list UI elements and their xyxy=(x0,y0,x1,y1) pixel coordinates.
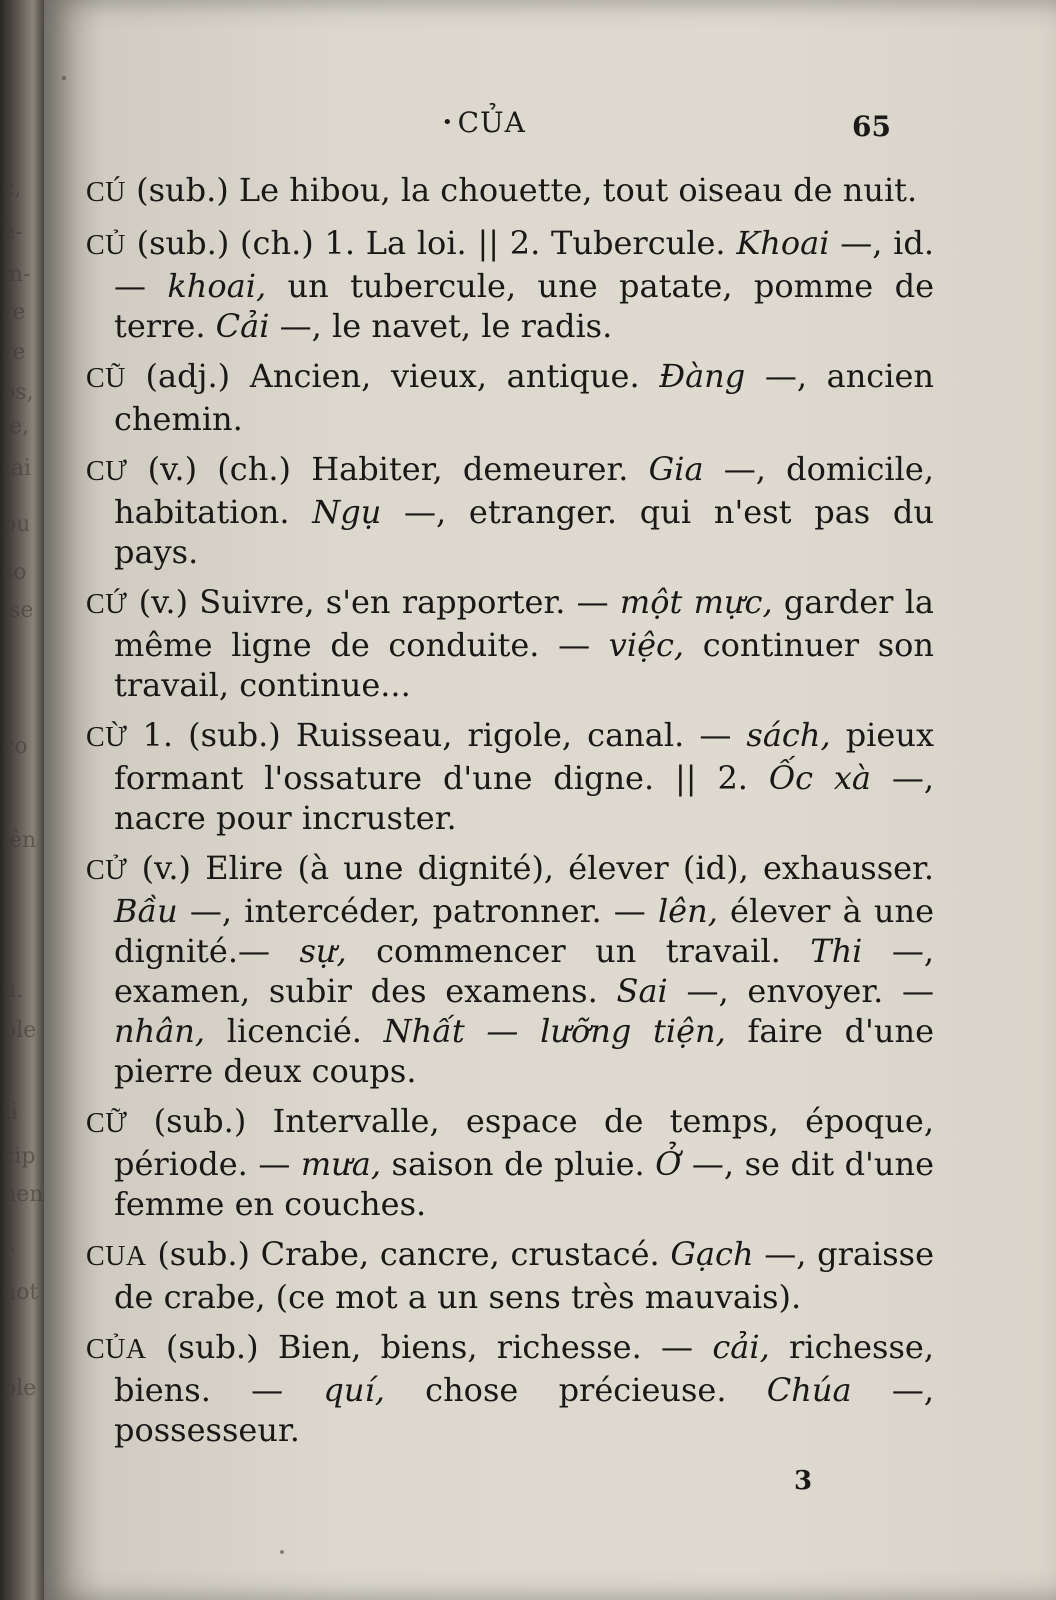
entry-example-term: việc, xyxy=(608,626,685,664)
entry-definition-text: pieux formant l'ossature d'une digne. || 2. xyxy=(114,716,935,797)
entry-definition-text: saison de pluie. xyxy=(381,1145,656,1183)
entry-definition-text: —, id. — xyxy=(114,224,935,305)
entry-headword: CŨ xyxy=(86,363,126,394)
entry-example-term: Ở xyxy=(655,1145,682,1183)
previous-page-fragment: u. xyxy=(2,978,24,1003)
previous-page-fragment: bu xyxy=(2,512,31,537)
entry-example-term: Gạch xyxy=(670,1235,754,1273)
previous-page-fragment: ble xyxy=(2,1018,37,1043)
entry-definition-text: —, domicile, habitation. xyxy=(114,450,935,531)
entry-headword: CỪ xyxy=(86,722,128,753)
entry-example-term: Khoai xyxy=(736,224,830,262)
previous-page-fragment: ê- xyxy=(2,220,23,245)
header-bullet: • xyxy=(442,112,454,133)
entry-definition-text: 1. (sub.) Ruisseau, rigole, canal. — xyxy=(127,716,747,754)
entry-example-term: Đàng xyxy=(659,357,746,395)
header-title xyxy=(442,106,526,139)
entry-headword: CUA xyxy=(86,1241,147,1272)
entry-definition-text: (sub.) Intervalle, espace de temps, époque, période. — xyxy=(114,1102,934,1183)
entry-headword: CỮ xyxy=(86,1108,128,1139)
paper-speck xyxy=(280,1550,284,1554)
previous-page-fragment: i, xyxy=(2,1232,17,1257)
previous-page-fragment: ble xyxy=(2,1376,37,1401)
entry-definition-text: (sub.) Crabe, cancre, crustacé. xyxy=(146,1235,671,1273)
entry-example-term: một mực, xyxy=(619,583,773,621)
entry-definition-text: richesse, biens. — xyxy=(114,1328,934,1409)
entry-definition-text: un tubercule, une patate, pomme de terre. xyxy=(114,267,935,345)
previous-page-fragment: cip xyxy=(2,1144,36,1169)
entry-example-term: lên, xyxy=(657,892,718,930)
entry-example-term: nhân, xyxy=(114,1012,206,1050)
entry-definition-text: (adj.) Ancien, vieux, antique. xyxy=(125,357,660,395)
entry-headword: CỦA xyxy=(86,1334,147,1365)
entry-definition-text: —, graisse de crabe, (ce mot a un sens très mauvais). xyxy=(114,1235,935,1316)
entry-definition-text: (sub.) (ch.) 1. La loi. || 2. Tubercule. xyxy=(125,224,737,262)
entry-example-term: Cải xyxy=(215,307,270,345)
entry-definition-text: —, se dit d'une femme en couches. xyxy=(114,1145,934,1223)
dictionary-entry xyxy=(86,848,934,1091)
entry-definition-text: garder la même ligne de conduite. — xyxy=(114,583,935,664)
dictionary-entry xyxy=(86,170,934,213)
entry-definition-text: —, ancien chemin. xyxy=(114,357,935,438)
entry-definition-text: (v.) Elire (à une dignité), élever (id), exhausser. xyxy=(127,849,934,887)
dictionary-entry xyxy=(86,582,934,705)
entry-definition-text: (v.) Suivre, s'en rapporter. — xyxy=(127,583,620,621)
entry-example-term: Bầu xyxy=(114,892,178,930)
header-word: CỦA xyxy=(457,106,526,139)
dictionary-entry xyxy=(86,356,934,439)
previous-page-fragment: ie, xyxy=(2,414,30,439)
entry-definition-text: —, possesseur. xyxy=(114,1371,935,1449)
previous-page-fragment: ti xyxy=(2,1100,18,1125)
signature-mark: 3 xyxy=(794,1466,813,1496)
entry-example-term: cải, xyxy=(712,1328,770,1366)
entry-definition-text: (v.) (ch.) Habiter, demeurer. xyxy=(127,450,649,488)
entry-definition-text: commencer un travail. xyxy=(346,932,811,970)
paper-speck xyxy=(62,76,66,80)
running-header xyxy=(44,104,1056,148)
entry-example-term: Gia xyxy=(648,450,704,488)
dictionary-entry xyxy=(86,715,934,838)
entry-example-term: Nhất — lưỡng tiện, xyxy=(383,1012,726,1050)
entry-headword: CÚ xyxy=(86,177,126,208)
entry-headword: CƯ xyxy=(86,456,128,487)
entry-definition-text: licencié. xyxy=(205,1012,384,1050)
entry-definition-text: faire d'une pierre deux coups. xyxy=(114,1012,935,1090)
previous-page-fragment: os, xyxy=(2,380,34,405)
entry-definition-text: (sub.) Le hibou, la chouette, tout oiseau de nuit. xyxy=(125,171,918,209)
page-number: 65 xyxy=(852,110,891,143)
previous-page-fragment: co xyxy=(2,734,28,759)
previous-page-fragment: not xyxy=(2,1280,39,1305)
dictionary-entry xyxy=(86,1327,934,1450)
entry-definition-text: —, le navet, le radis. xyxy=(269,307,613,345)
entry-example-term: khoai, xyxy=(167,267,267,305)
previous-page-fragment: c, xyxy=(2,176,22,201)
previous-page-fragment: iên xyxy=(2,828,37,853)
entry-example-term: sách, xyxy=(746,716,831,754)
entry-definition-text: continuer son travail, continue... xyxy=(114,626,935,704)
dictionary-entry xyxy=(86,223,934,346)
entry-definition-text: —, intercéder, patronner. — xyxy=(177,892,658,930)
dictionary-entry xyxy=(86,1234,934,1317)
entry-headword: CỦ xyxy=(86,230,126,261)
entry-definition-text: (sub.) Bien, biens, richesse. — xyxy=(146,1328,713,1366)
previous-page-fragment: re xyxy=(2,300,26,325)
entry-headword: CỬ xyxy=(86,855,128,886)
entry-headword: CỨ xyxy=(86,589,128,620)
entry-example-term: sự, xyxy=(299,932,347,970)
previous-page-fragment: ise xyxy=(2,598,34,623)
dictionary-entry xyxy=(86,1101,934,1224)
previous-page-fragment: tai xyxy=(2,456,31,481)
entry-definition-text: chose précieuse. xyxy=(384,1371,767,1409)
dictionary-page xyxy=(44,0,1056,1600)
entry-example-term: mưa, xyxy=(300,1145,382,1183)
entry-definition-text: —, nacre pour incruster. xyxy=(114,759,934,837)
entry-definition-text: —, envoyer. — xyxy=(667,972,935,1010)
previous-page-fragment: re xyxy=(2,340,26,365)
previous-page-edge xyxy=(0,0,44,1600)
entry-example-term: Sai xyxy=(616,972,668,1010)
dictionary-entries xyxy=(86,170,934,1460)
entry-example-term: Ốc xà xyxy=(768,759,871,797)
entry-example-term: Chúa xyxy=(766,1371,852,1409)
entry-example-term: Thi xyxy=(810,932,863,970)
previous-page-fragment: so xyxy=(2,560,27,585)
entry-definition-text: élever à une dignité.— xyxy=(114,892,935,970)
entry-definition-text: —, etranger. qui n'est pas du pays. xyxy=(114,493,935,571)
dictionary-entry xyxy=(86,449,934,572)
previous-page-fragment: nen xyxy=(2,1182,44,1207)
entry-example-term: Ngụ xyxy=(312,493,382,531)
entry-example-term: quí, xyxy=(323,1371,385,1409)
previous-page-fragment: m- xyxy=(2,262,31,287)
entry-definition-text: —, examen, subir des examens. xyxy=(114,932,935,1010)
